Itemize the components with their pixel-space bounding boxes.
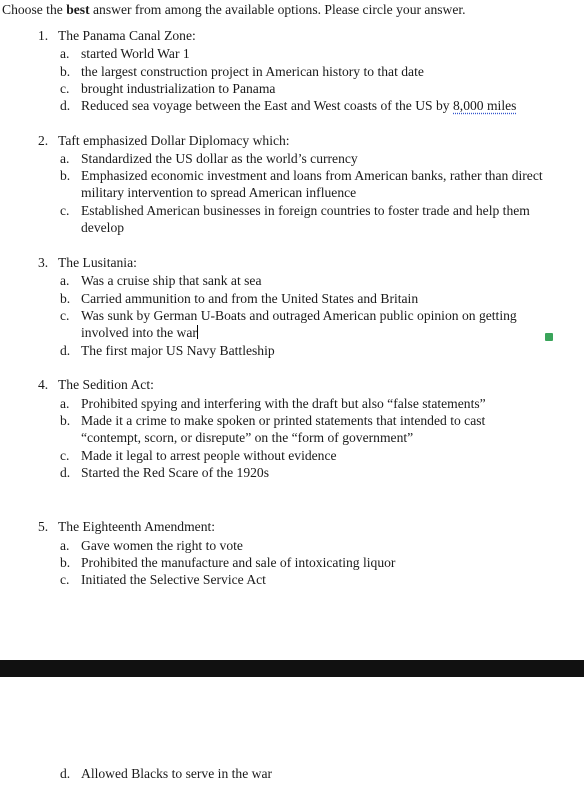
question-text: The Panama Canal Zone: xyxy=(58,28,196,43)
option-letter: b. xyxy=(60,555,71,570)
option-4a xyxy=(60,395,560,412)
question-3 xyxy=(38,255,137,271)
option-3a xyxy=(60,272,560,289)
option-5b xyxy=(60,554,560,571)
option-text: Was a cruise ship that sank at sea xyxy=(81,273,262,288)
option-3c xyxy=(60,307,558,342)
option-1d xyxy=(60,97,560,114)
question-5 xyxy=(38,519,215,535)
option-1a xyxy=(60,45,560,62)
option-letter: c. xyxy=(60,203,70,218)
option-4c xyxy=(60,447,560,464)
option-text: the largest construction project in American history to that date xyxy=(81,64,424,79)
option-text: Established American businesses in foreign countries to foster trade and help them develop xyxy=(81,203,530,236)
option-text: Emphasized economic investment and loans from American banks, rather than direct military intervention to spread American influence xyxy=(81,168,543,201)
option-letter: b. xyxy=(60,64,71,79)
option-letter: c. xyxy=(60,308,70,323)
question-4 xyxy=(38,377,154,393)
option-text: Gave women the right to vote xyxy=(81,538,243,553)
page-break-bar xyxy=(0,660,584,677)
option-2a xyxy=(60,150,560,167)
option-letter: c. xyxy=(60,572,70,587)
question-2 xyxy=(38,133,290,149)
option-letter: a. xyxy=(60,46,70,61)
question-text: The Lusitania: xyxy=(58,255,137,270)
question-text: Taft emphasized Dollar Diplomacy which: xyxy=(58,133,290,148)
option-letter: d. xyxy=(60,766,71,781)
option-letter: a. xyxy=(60,151,70,166)
option-letter: b. xyxy=(60,168,71,183)
option-letter: d. xyxy=(60,343,71,358)
option-letter: a. xyxy=(60,538,70,553)
option-text: Started the Red Scare of the 1920s xyxy=(81,465,269,480)
instructions-suffix: answer from among the available options. Please circle your answer. xyxy=(89,2,466,17)
option-letter: d. xyxy=(60,98,71,113)
option-text: Carried ammunition to and from the United States and Britain xyxy=(81,291,419,306)
option-2c xyxy=(60,202,560,237)
option-5d xyxy=(60,765,560,782)
question-number: 5. xyxy=(38,519,49,534)
option-text: Made it legal to arrest people without evidence xyxy=(81,448,337,463)
option-5a xyxy=(60,537,560,554)
option-letter: b. xyxy=(60,413,71,428)
question-text: The Sedition Act: xyxy=(58,377,154,392)
option-text: Made it a crime to make spoken or printed statements that intended to cast “contempt, scorn, or disrepute” on the “form of government” xyxy=(81,413,486,446)
option-1b xyxy=(60,63,560,80)
option-text: Was sunk by German U-Boats and outraged American public opinion on getting involved into the war xyxy=(81,308,517,341)
option-letter: d. xyxy=(60,465,71,480)
question-number: 1. xyxy=(38,28,49,43)
question-number: 3. xyxy=(38,255,49,270)
option-text: Prohibited the manufacture and sale of intoxicating liquor xyxy=(81,555,396,570)
spellcheck-underlined-text[interactable]: 8,000 miles xyxy=(453,98,517,113)
option-1c xyxy=(60,80,560,97)
option-text: Reduced sea voyage between the East and West coasts of the US by xyxy=(81,98,453,113)
option-text: Allowed Blacks to serve in the war xyxy=(81,766,273,781)
question-number: 2. xyxy=(38,133,49,148)
text-cursor xyxy=(197,325,198,339)
option-letter: a. xyxy=(60,396,70,411)
instructions-bold: best xyxy=(66,2,90,17)
option-4d xyxy=(60,464,560,481)
option-3b xyxy=(60,290,560,307)
instructions xyxy=(2,2,466,18)
option-5c xyxy=(60,571,560,588)
option-letter: b. xyxy=(60,291,71,306)
option-2b xyxy=(60,167,550,202)
option-3d xyxy=(60,342,560,359)
option-text: Prohibited spying and interfering with the draft but also “false statements” xyxy=(81,396,486,411)
option-text: Standardized the US dollar as the world’s currency xyxy=(81,151,358,166)
option-4b xyxy=(60,412,530,447)
question-number: 4. xyxy=(38,377,49,392)
option-letter: c. xyxy=(60,448,70,463)
question-1 xyxy=(38,28,196,44)
option-letter: a. xyxy=(60,273,70,288)
instructions-prefix: Choose the xyxy=(2,2,67,17)
option-text: started World War 1 xyxy=(81,46,190,61)
question-text: The Eighteenth Amendment: xyxy=(58,519,216,534)
option-text: The first major US Navy Battleship xyxy=(81,343,275,358)
selection-handle[interactable] xyxy=(545,333,553,341)
option-letter: c. xyxy=(60,81,70,96)
option-text: brought industrialization to Panama xyxy=(81,81,276,96)
option-text: Initiated the Selective Service Act xyxy=(81,572,266,587)
